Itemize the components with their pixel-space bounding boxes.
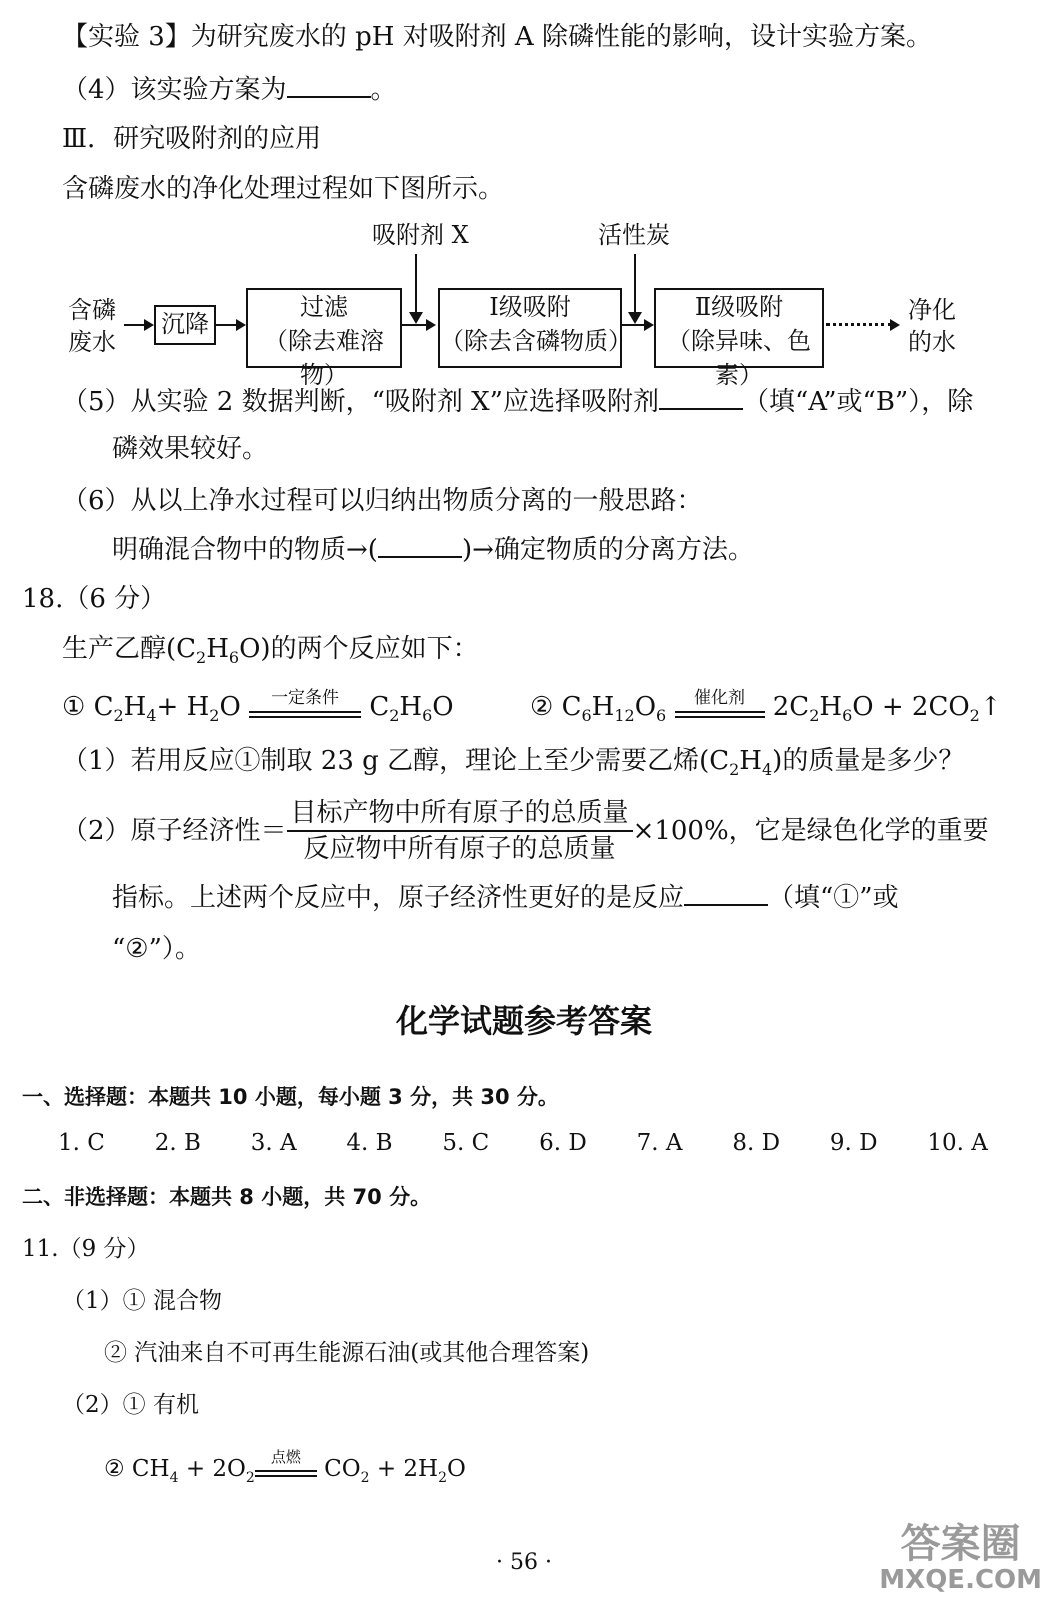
reaction-2-arrow xyxy=(675,688,765,723)
mc-answer: 7. A xyxy=(636,1130,683,1156)
arrow-adsorbent-x xyxy=(415,254,417,320)
question-5-hint: （填“A”或“B”），除 xyxy=(742,387,974,417)
section-3-title: Ⅲ．研究吸附剂的应用 xyxy=(62,124,322,154)
answers-part2-header: 二、非选择题：本题共 8 小题，共 70 分。 xyxy=(22,1185,432,1209)
arrowhead-icon xyxy=(144,319,154,331)
combustion-condition: 点燃 xyxy=(270,1448,301,1466)
input-activated-carbon: 活性炭 xyxy=(598,221,670,249)
part2-line2-b: （填“①”或 xyxy=(768,883,899,913)
arrowhead-icon xyxy=(644,319,654,331)
arrowhead-icon xyxy=(890,319,900,331)
answer-11-1-1: （1）① 混合物 xyxy=(62,1288,222,1314)
question-18-part1: （1）若用反应①制取 23 g 乙醇，理论上至少需要乙烯$(C_2H_4)$的质量是多少？ xyxy=(62,746,965,779)
answer-11-2-2: ② $CH_4 + 2O_2$ 点燃 $CO_2 + 2H_2O$ xyxy=(104,1454,466,1493)
step-adsorption-1 xyxy=(438,288,632,368)
part2-b: ×100%，它是绿色化学的重要 xyxy=(632,816,989,846)
arrow-activated-carbon xyxy=(634,254,636,320)
watermark-url: MXQE.COM xyxy=(879,1565,1042,1595)
intro-a: 生产乙醇(C xyxy=(62,634,197,664)
question-6-text-b: )→确定物质的分离方法。 xyxy=(461,535,754,565)
answer-11-2-2-label: ② xyxy=(104,1456,125,1482)
question-18-part2 xyxy=(62,796,989,866)
mc-answer: 3. A xyxy=(250,1130,297,1156)
section-3-intro: 含磷废水的净化处理过程如下图所示。 xyxy=(62,174,505,204)
reaction-2-label: ② xyxy=(530,692,554,722)
intro-b: H xyxy=(206,634,229,664)
answer-11-1-2: ② 汽油来自不可再生能源石油(或其他合理答案) xyxy=(104,1340,590,1366)
step-filtration-sub: （除去难溶物） xyxy=(264,327,384,389)
step-filtration xyxy=(246,288,402,389)
step-adsorption-2-sub: （除异味、色素） xyxy=(667,327,811,389)
reaction-1-label: ① xyxy=(62,692,86,722)
exp3-text: 【实验 3】为研究废水的 pH 对吸附剂 A 除磷性能的影响，设计实验方案。 xyxy=(62,22,932,52)
flow-end-line1: 净化 xyxy=(908,296,956,324)
step-adsorption-2-title: Ⅱ级吸附 xyxy=(694,293,784,321)
question-18-part2-line2 xyxy=(112,880,899,915)
question-5-text: （5）从实验 2 数据判断，“吸附剂 X”应选择吸附剂 xyxy=(62,387,659,417)
arrow-dotted xyxy=(826,323,892,326)
fraction-numerator: 目标产物中所有原子的总质量 xyxy=(287,796,633,832)
flow-start xyxy=(68,294,116,358)
mc-answer: 10. A xyxy=(927,1130,988,1156)
reaction-1: ① $C_2H_4+ H_2O$ 一定条件 $C_2H_6O$ xyxy=(62,690,454,733)
question-18-header: 18.（6 分） xyxy=(22,584,167,614)
part1-c: )的质量是多少？ xyxy=(772,746,965,776)
flow-start-line2: 废水 xyxy=(68,328,116,356)
atom-economy-fraction xyxy=(287,796,633,866)
part2-a: （2）原子经济性＝ xyxy=(62,816,287,846)
step-adsorption-2 xyxy=(654,288,824,389)
question-5-line2: 磷效果较好。 xyxy=(112,434,269,464)
reaction-1-arrow xyxy=(249,688,361,723)
arrow-2 xyxy=(216,324,238,326)
arrowhead-icon xyxy=(409,312,423,324)
mc-answer: 8. D xyxy=(732,1130,781,1156)
question-18-intro: 生产乙醇$(C_2H_6O)$的两个反应如下： xyxy=(62,634,479,667)
part1-a: （1）若用反应①制取 23 g 乙醇，理论上至少需要乙烯(C xyxy=(62,746,730,776)
flow-end-line2: 的水 xyxy=(908,328,956,356)
step-adsorption-1-title: Ⅰ级吸附 xyxy=(489,293,571,321)
part2-line2-a: 指标。上述两个反应中，原子经济性更好的是反应 xyxy=(112,883,685,913)
step-filtration-title: 过滤 xyxy=(300,293,348,321)
answer-11-header: 11.（9 分） xyxy=(22,1236,150,1262)
answer-blank xyxy=(659,384,743,410)
intro-c: O)的两个反应如下： xyxy=(239,634,479,664)
mc-answer: 6. D xyxy=(539,1130,587,1156)
flow-start-line1: 含磷 xyxy=(68,296,116,324)
arrowhead-icon xyxy=(426,319,436,331)
arrowhead-icon xyxy=(628,312,642,324)
arrow-4 xyxy=(622,324,646,326)
question-6-line2 xyxy=(112,532,754,567)
answer-blank xyxy=(378,532,462,558)
mc-answer: 4. B xyxy=(346,1130,393,1156)
answers-title: 化学试题参考答案 xyxy=(395,1002,652,1040)
question-5-line1 xyxy=(62,384,973,419)
answer-blank xyxy=(287,72,371,98)
mc-answers xyxy=(58,1128,988,1158)
input-adsorbent-x: 吸附剂 X xyxy=(372,221,469,249)
mc-answer: 1. C xyxy=(58,1130,105,1156)
fraction-denominator: 反应物中所有原子的总质量 xyxy=(303,834,616,864)
part1-b: H xyxy=(739,746,762,776)
answer-blank xyxy=(684,880,768,906)
step-adsorption-1-sub: （除去含磷物质） xyxy=(440,327,632,355)
reaction-2: ② $C_6H_{12}O_6$ 催化剂 $2C_2H_6O$ + $2CO_2↑$ xyxy=(530,690,1002,733)
combustion-arrow xyxy=(255,1448,317,1484)
arrowhead-icon xyxy=(236,319,246,331)
watermark-logo: 答案圈 xyxy=(900,1521,1021,1567)
question-4 xyxy=(62,72,397,107)
mc-answer: 9. D xyxy=(829,1130,878,1156)
site-watermark xyxy=(879,1522,1042,1594)
page-number: · 56 · xyxy=(496,1550,552,1575)
mc-answer: 5. C xyxy=(442,1130,490,1156)
reaction-1-condition: 一定条件 xyxy=(271,688,340,708)
question-4-text: （4）该实验方案为 xyxy=(62,75,287,105)
mc-answer: 2. B xyxy=(154,1130,201,1156)
flow-end xyxy=(908,294,956,358)
arrow-3 xyxy=(402,324,428,326)
answers-part1-header: 一、选择题：本题共 10 小题，每小题 3 分，共 30 分。 xyxy=(22,1085,559,1109)
reaction-2-condition: 催化剂 xyxy=(694,688,745,708)
step-settling: 沉降 xyxy=(154,305,216,345)
question-4-end: 。 xyxy=(370,75,397,105)
question-18-part2-line3: “②”）。 xyxy=(112,934,201,964)
answer-11-2-1: （2）① 有机 xyxy=(62,1392,199,1418)
question-6-line1: （6）从以上净水过程可以归纳出物质分离的一般思路： xyxy=(62,486,703,516)
question-6-text-a: 明确混合物中的物质→( xyxy=(112,535,378,565)
